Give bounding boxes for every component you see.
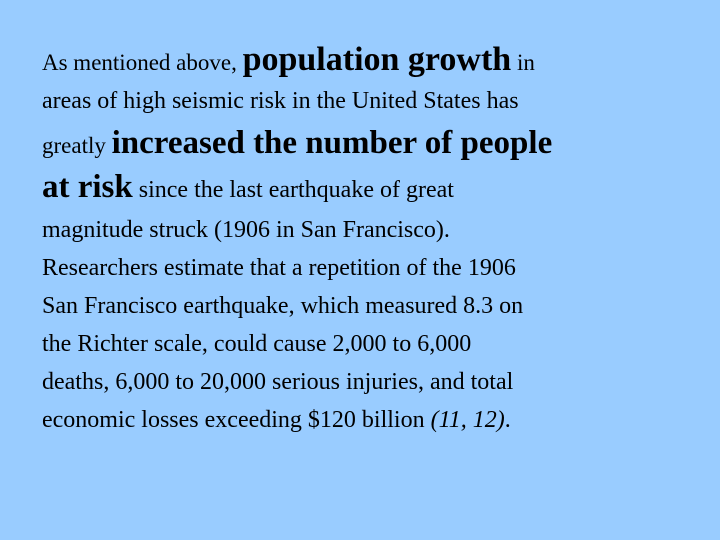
text-line	[42, 120, 702, 166]
text-line: Researchers estimate that a repetition of the 1906	[42, 255, 516, 281]
text-line: areas of high seismic risk in the United States has	[42, 88, 519, 114]
text-line	[42, 38, 702, 82]
text-line	[42, 166, 702, 208]
text-line	[42, 401, 702, 439]
emphasis-at-risk: at risk	[42, 169, 133, 205]
text-line: deaths, 6,000 to 20,000 serious injuries, and total	[42, 369, 514, 395]
text-run: since the last earthquake of great	[132, 177, 454, 203]
text-run: greatly	[42, 133, 112, 158]
text-run: in	[511, 50, 535, 75]
text-run: economic losses exceeding $120 billion	[42, 407, 431, 433]
text-line: the Richter scale, could cause 2,000 to 6,000	[42, 331, 472, 357]
emphasis-population-growth: population growth	[242, 41, 512, 78]
text-run: .	[504, 407, 511, 433]
text-run: As mentioned above,	[42, 50, 243, 75]
citation: (11, 12)	[430, 407, 505, 433]
emphasis-increased-people: increased the number of people	[111, 125, 553, 161]
body-paragraph	[42, 38, 702, 439]
text-line: San Francisco earthquake, which measured 8.3 on	[42, 293, 524, 319]
text-line: magnitude struck (1906 in San Francisco).	[42, 217, 450, 243]
